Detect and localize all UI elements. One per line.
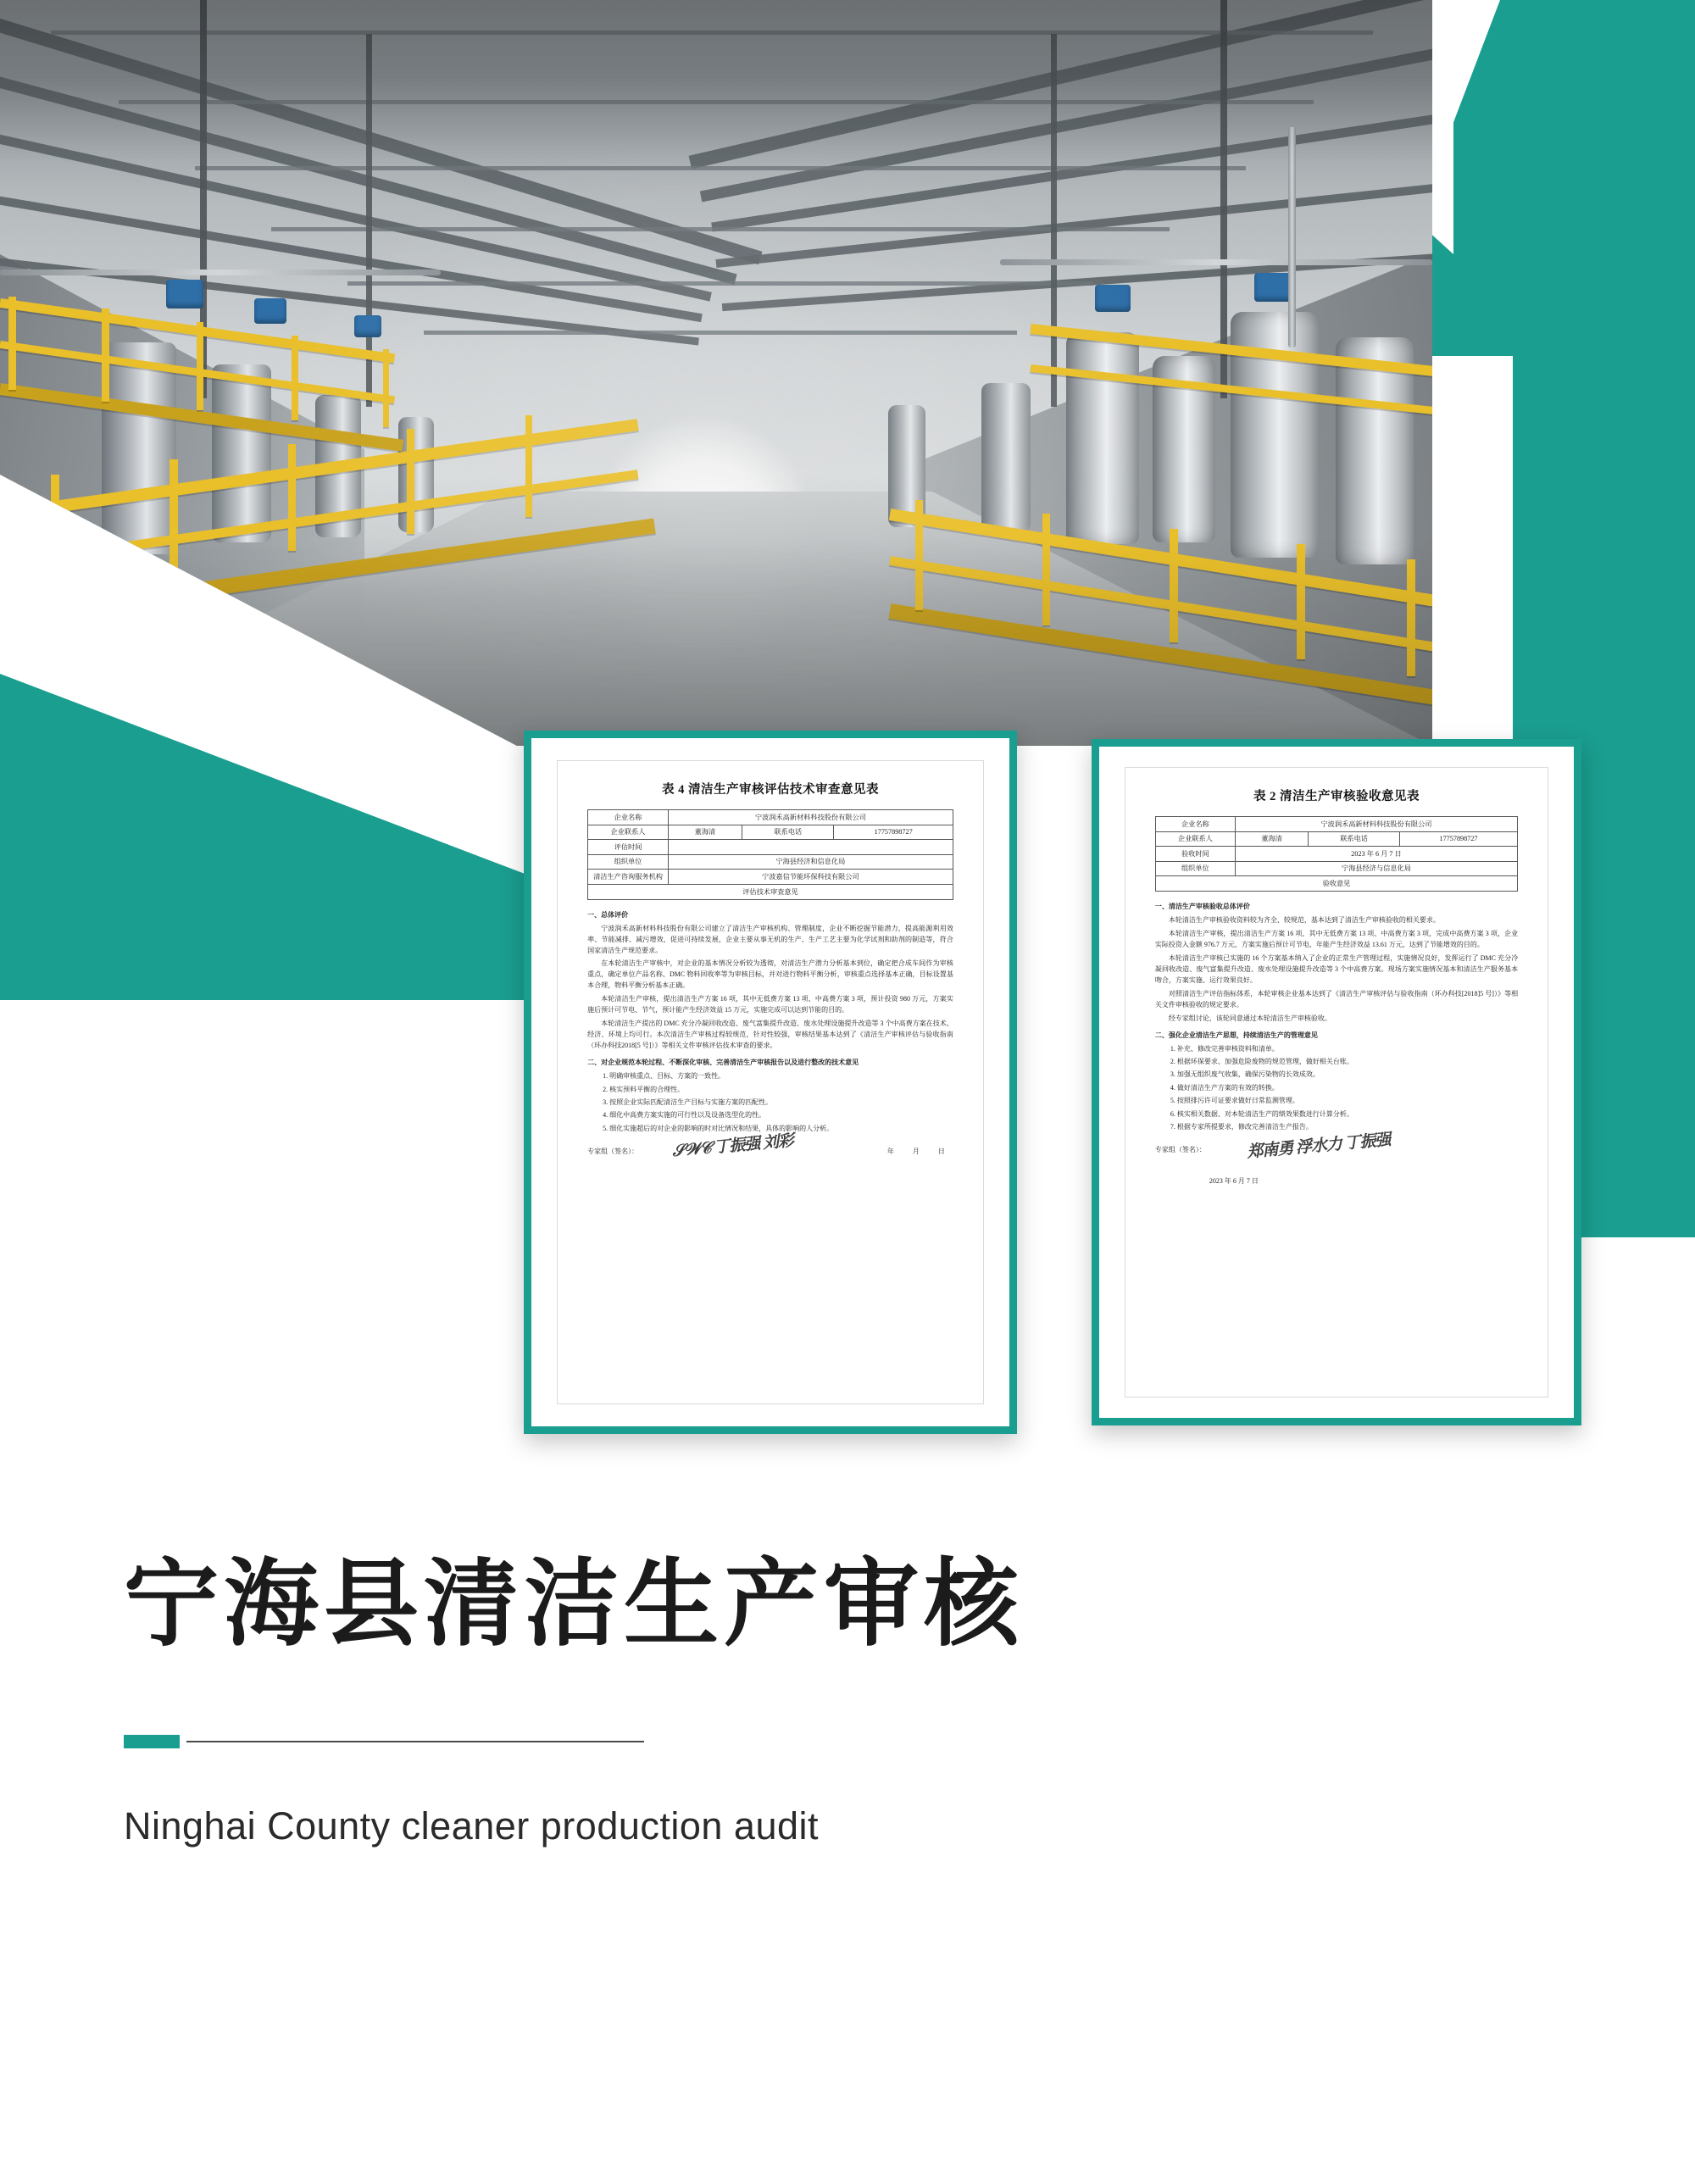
field-value: 宁海县经济和信息化局 <box>668 854 953 870</box>
field-label: 评估时间 <box>588 840 669 855</box>
table-row <box>588 840 953 855</box>
document-sheet <box>557 760 984 1404</box>
field-label: 企业名称 <box>588 810 669 825</box>
document-info-table <box>587 809 953 900</box>
list-item: 4. 细化中高费方案实施的可行性以及设备选型化的性。 <box>609 1110 953 1121</box>
field-label: 企业名称 <box>1155 817 1235 832</box>
field-label: 联系电话 <box>742 825 834 840</box>
paragraph: 对照清洁生产评估指标体系，本轮审核企业基本达到了《清洁生产审核评估与验收指南（环办科技[2018]5 号]）》等相关文件审核验收的规定要求。 <box>1154 989 1519 1009</box>
section-list <box>1177 1044 1518 1134</box>
field-value: 17757898727 <box>834 825 953 840</box>
list-item: 6. 核实相关数据、对本轮清洁生产的绩效果数进行计算分析。 <box>1177 1109 1518 1120</box>
document-body <box>1155 902 1518 1133</box>
section-heading: 二、强化企业清洁生产思想，持续清洁生产的管理意见 <box>1154 1031 1318 1039</box>
paragraph: 本轮清洁生产审核已实施的 16 个方案基本纳入了企业的正常生产管理过程，实施情况良好，发挥运行了 DMC 充分冷凝回收改造、废气富集提升改造、废水处理设施提升改造等 3 个中高费方案。现场方案实施情况基本和清洁生产服务基本吻合，方案实施、运行效果良好。 <box>1154 953 1519 984</box>
table-row <box>1155 861 1517 876</box>
handwritten-signature: 郑南勇 浮水力 丁振强 <box>1246 1131 1392 1162</box>
paragraph: 本轮清洁生产审核，提出清洁生产方案 16 项，其中无低费方案 13 项、中高费方案 3 项，预计投资 980 万元，方案实施后预计可节电、节气，预计能产生经济效益 15 万元，实施完成可以达到节能的目的。 <box>587 995 953 1014</box>
list-item: 2. 核实预料平衡的合理性。 <box>609 1085 953 1096</box>
field-value: 董海清 <box>1235 831 1308 847</box>
field-value: 宁海县经济与信息化局 <box>1235 861 1517 876</box>
table-row <box>588 870 953 885</box>
field-label: 联系电话 <box>1309 831 1400 847</box>
signature-label: 专家组（签名）： <box>1154 1146 1206 1154</box>
divider-accent <box>124 1735 180 1748</box>
document-body <box>587 910 953 1135</box>
table-row <box>588 825 953 840</box>
field-label: 企业联系人 <box>1155 831 1235 847</box>
signature-row <box>1154 1131 1518 1186</box>
document-sheet <box>1125 767 1548 1398</box>
paragraph: 经专家组讨论，该轮同意通过本轮清洁生产审核验收。 <box>1168 1014 1331 1022</box>
list-item: 4. 做好清洁生产方案的有效的转换。 <box>1177 1083 1518 1094</box>
field-label: 组织单位 <box>588 854 669 870</box>
paragraph: 宁波润禾高新材料科技股份有限公司建立了清洁生产审核机构、管理制度，企业不断挖掘节能潜力，提高能源利用效率、节能减排、减污增效，促进可持续发展，企业主要从事无机的生产、生产工艺主要为化学试剂和助剂的制造等，符合国家清洁生产规范要求。 <box>587 924 953 954</box>
table-row <box>1155 847 1517 862</box>
field-label: 企业联系人 <box>588 825 669 840</box>
list-item: 3. 按照企业实际匹配清洁生产目标与实施方案的匹配性。 <box>609 1098 953 1109</box>
field-value: 董海清 <box>668 825 742 840</box>
section-heading: 一、清洁生产审核验收总体评价 <box>1154 903 1250 911</box>
table-row <box>588 885 953 900</box>
document-title: 表 4 清洁生产审核评估技术审查意见表 <box>662 783 879 797</box>
list-item: 1. 补充、修改完善审核资料和清单。 <box>1177 1044 1518 1055</box>
field-label: 评估技术审查意见 <box>588 885 953 900</box>
field-label: 验收时间 <box>1155 847 1235 862</box>
section-list <box>609 1071 953 1135</box>
title-block <box>124 1549 1564 1848</box>
list-item: 5. 按照排污许可证要求做好日常监测管理。 <box>1177 1096 1518 1107</box>
section-heading: 一、总体评价 <box>587 910 629 919</box>
field-label: 清洁生产咨询服务机构 <box>588 870 669 885</box>
list-item: 7. 根据专家所提要求，修改完善清洁生产报告。 <box>1177 1122 1518 1133</box>
field-value: 2023 年 6 月 7 日 <box>1235 847 1517 862</box>
divider <box>124 1735 1564 1748</box>
document-info-table <box>1155 816 1518 892</box>
field-label: 组织单位 <box>1155 861 1235 876</box>
document-title: 表 2 清洁生产审核验收意见表 <box>1253 790 1420 803</box>
paragraph: 本轮清洁生产审核验收资料较为齐全、较规范，基本达到了清洁生产审核验收的相关要求。 <box>1168 916 1440 924</box>
field-value: 宁波润禾高新材料科技股份有限公司 <box>668 810 953 825</box>
field-value: 宁波润禾高新材料科技股份有限公司 <box>1235 817 1517 832</box>
field-value: 17757898727 <box>1399 831 1517 847</box>
table-row <box>588 810 953 825</box>
field-label: 验收意见 <box>1155 876 1517 892</box>
factory-photo <box>0 0 1432 746</box>
table-row <box>588 854 953 870</box>
signature-row <box>587 1131 953 1160</box>
document-card-acceptance[interactable] <box>1092 739 1581 1425</box>
table-row <box>1155 831 1517 847</box>
list-item: 5. 细化实施超后的对企业的影响的时对比情况和结果，具体的影响的人分析。 <box>609 1124 953 1135</box>
table-row <box>1155 876 1517 892</box>
list-item: 1. 明确审核重点、目标、方案的一致性。 <box>609 1071 953 1082</box>
paragraph: 本轮清洁生产审核，提出清洁生产方案 16 项，其中无低费方案 13 项、中高费方案 3 项，完成中高费方案 3 项，企业实际投资入金额 976.7 万元，方案实施后预计可节电、年能产生经济效益 13.61 万元，达到了节能增效的目的。 <box>1154 929 1519 948</box>
date-label: 年 月 日 <box>886 1147 953 1155</box>
page-subtitle: Ninghai County cleaner production audit <box>124 1804 820 1848</box>
document-card-evaluation[interactable] <box>524 731 1017 1434</box>
field-value <box>668 840 953 855</box>
paragraph: 本轮清洁生产提出的 DMC 充分冷凝回收改造、废气富集提升改造、废水处理设施提升改造等 3 个中高费方案在技术、经济、环境上均可行。本次清洁生产审核过程较规范，针对性较强，审核结果基本达到了《清洁生产审核评估与验收指南（环办科技2018[5 号]）》等相关文件审核评估技术审查的要求。 <box>587 1020 953 1050</box>
divider-line <box>186 1741 644 1742</box>
list-item: 2. 根据环保要求、加强危险废物的规范管理，做好相关台账。 <box>1177 1057 1518 1068</box>
handwritten-signature: 𝒮𝒲𝒞 丁振强 刘彩 <box>671 1131 794 1160</box>
section-heading: 二、对企业规范本轮过程、不断深化审核、完善清洁生产审核报告以及进行整改的技术意见 <box>587 1059 859 1067</box>
paragraph: 在本轮清洁生产审核中，对企业的基本情况分析较为透彻，对清洁生产潜力分析基本到位，确定把合成车间作为审核重点，确定单位产品名称、DMC 物料回收率等为审核目标，并对进行物料平衡分析，审核重点选择基本正确，目标设置基本合理，物料平衡分析基本正确。 <box>587 959 953 990</box>
signature-date: 2023 年 6 月 7 日 <box>1209 1177 1259 1186</box>
photo-vignette <box>0 0 1432 746</box>
list-item: 3. 加强无组织废气收集，确保污染物的长效成效。 <box>1177 1070 1518 1081</box>
table-row <box>1155 817 1517 832</box>
field-value: 宁波嘉信节能环保科技有限公司 <box>668 870 953 885</box>
signature-label: 专家组（签名）： <box>587 1147 639 1155</box>
page-title: 宁海县清洁生产审核 <box>124 1549 1024 1659</box>
